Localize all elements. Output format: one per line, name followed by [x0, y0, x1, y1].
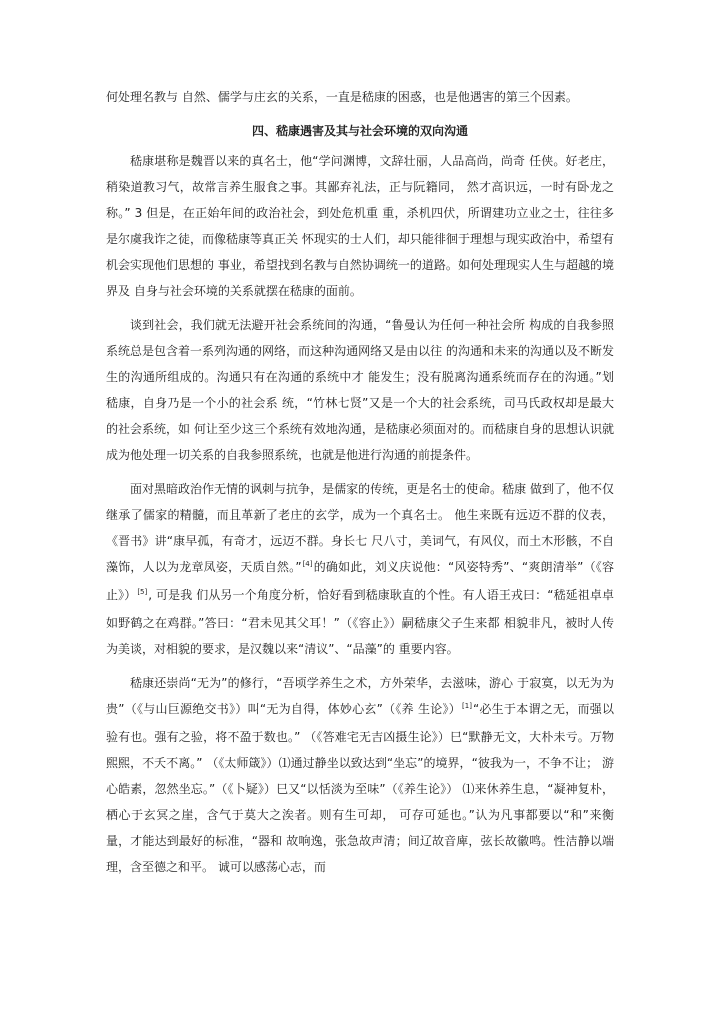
text-run: 的确如此，刘义庆说他：“风姿特秀”、“爽朗清举”（《容止》）: [106, 560, 614, 602]
text-run: 四、嵇康遇害及其与社会环境的双向沟通: [251, 124, 468, 138]
text-run: “必生于本谓之无，而强以验有也。强有之验，将不盈于数也。” （《答难宅无吉凶摄生论》）巳“默静无文，大朴未亏。万物熙熙，不夭不离。” （《太师箴》）⑴通过静坐以致达到“坐忘”的境界，“彼我为一，不争不让； 游心皓素，忽然坐忘。”（《卜疑》）巳又“以恬淡为至味”（《养生论》） ⑴来休养生息，“凝神复朴，栖心于玄冥之崖，含气于莫大之涘者。则有生可却， 可存可延也。”认为凡事都要以“和”来衡量，才能达到最好的标准，“器和 故响逸，张急故声清；间辽故音庳，弦长故徽鸣。性洁静以端理，含至德之和平。 诚可以感荡心志，而: [106, 702, 615, 874]
body-paragraph: [106, 476, 614, 662]
footnote-ref: [1]: [462, 702, 472, 710]
text-run: 谈到社会，我们就无法避开社会系统间的沟通，“鲁曼认为任何一种社会所 构成的自我参照系统总是包含着一系列沟通的网络，而这种沟通网络又是由以往 的沟通和未来的沟通以及不断发生的沟通所组成的。沟通只有在沟通的系统中才 能发生；没有脱离沟通系统而存在的沟通。”划嵇康，自身乃是一个小的社会系 统，“竹林七贤”又是一个大的社会系统，司马氏政权却是最大的社会系统，如 何让至少这三个系统有效地沟通，是嵇康必须面对的。而嵇康自身的思想认识就 成为他处理一切关系的自我参照系统，也就是他进行沟通的前提条件。: [106, 318, 614, 462]
section-heading: [106, 118, 614, 144]
body-paragraph: [106, 148, 614, 304]
body-paragraph: [106, 84, 614, 110]
text-run: 面对黑暗政治作无情的讽刺与抗争，是儒家的传统，更是名士的使命。嵇康 做到了，他不仅继承了儒家的精髓，而且革新了老庄的玄学，成为一个真名士。 他生来既有远迈不群的仪表，《晋书》讲“康早孤，有奇才，远迈不群。身长七 尺八寸，美词气，有风仪，而土木形骸，不自藻饰，人以为龙章凤姿，天质自然。”: [106, 482, 614, 574]
text-run: 何处理名教与 自然、儒学与庄玄的关系，一直是嵇康的困惑，也是他遇害的第三个因素。: [106, 90, 578, 104]
body-paragraph: [106, 312, 614, 468]
text-run: 嵇康还崇尚“无为”的修行，“吾顷学养生之术，方外荣华，去滋味，游心 于寂寞，以无为为贵”（《与山巨源绝交书》）叫“无为自得，体妙心玄”（《养 生论》）: [106, 676, 614, 716]
body-paragraph: [106, 670, 614, 880]
text-run: , 可是我 们从另一个角度分析，恰好看到嵇康耿直的个性。有人语王戎曰：“嵇延祖卓卓 如野鹤之在鸡群。”答曰：“君未见其父耳！”（《容止》）嗣嵇康父子生来都 相貌非凡，被时人传为美谈，对相貌的要求，是汉魏以来“清议”、“品藻”的 重要内容。: [106, 588, 614, 656]
text-run: 嵇康堪称是魏晋以来的真名士，他“学问渊博，文辞壮丽，人品高尚，尚奇 任侠。好老庄，稍染道教习气，故常言养生服食之事。其鄙弃礼法，正与阮籍同， 然才高识远，一时有卧龙之称。” 3 但是，在正始年间的政治社会，到处危机重 重，杀机四伏，所谓建功立业之士，往往多是尔虞我诈之徒，而像嵇康等真正关 怀现实的士人们，却只能徘徊于理想与现实政治中，希望有机会实现他们思想的 事业，希望找到名教与自然协调统一的道路。如何处理现实人生与超越的境界及 自身与社会环境的关系就摆在嵇康的面前。: [106, 154, 614, 298]
document-page: [106, 84, 614, 888]
footnote-ref: [4]: [302, 560, 313, 568]
footnote-ref: [5]: [137, 588, 148, 596]
